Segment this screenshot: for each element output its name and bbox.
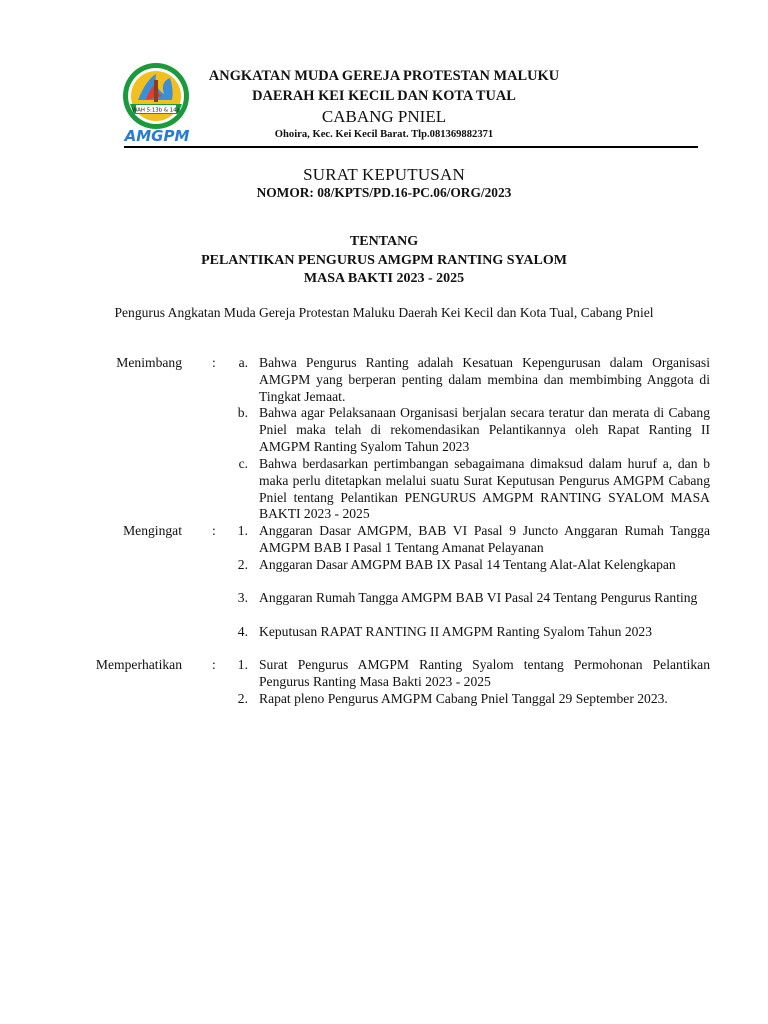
section-label-mengingat: Mengingat — [123, 523, 182, 538]
about-label: TENTANG — [349, 234, 419, 249]
item-marker: c. — [238, 456, 248, 471]
svg-text:WAH 5:13b & 14a: WAH 5:13b & 14a — [132, 107, 180, 114]
list-item: Bahwa berdasarkan pertimbangan sebagaimana dimaksud dalam huruf a, dan b maka perlu ditetapkan melalui suatu Surat Keputusan Pengurus AMGPM Cabang Pniel tentang Pelantikan PENGURUS AMGPM RANTING SYALOM MASA BAKTI 2023 - 2025 — [259, 456, 710, 522]
list-item: Anggaran Dasar AMGPM BAB IX Pasal 14 Tentang Alat-Alat Kelengkapan — [259, 557, 676, 572]
list-item: Bahwa Pengurus Ranting adalah Kesatuan Kepengurusan dalam Organisasi AMGPM yang berperan penting dalam membina dan membimbing Anggota di Tingkat Jemaat. — [259, 355, 710, 404]
decree-subject-line2: MASA BAKTI 2023 - 2025 — [303, 271, 465, 286]
decree-title: SURAT KEPUTUSAN — [303, 165, 465, 184]
decree-subject-line1: PELANTIKAN PENGURUS AMGPM RANTING SYALOM — [201, 253, 567, 268]
item-marker: 2. — [237, 691, 248, 706]
section-colon: : — [212, 523, 216, 538]
section-label-memperhatikan: Memperhatikan — [95, 657, 182, 672]
decree-issuer: Pengurus Angkatan Muda Gereja Protestan Maluku Daerah Kei Kecil dan Kota Tual, Cabang Pniel — [114, 305, 654, 320]
item-marker: 1. — [237, 657, 248, 672]
org-address: Ohoira, Kec. Kei Kecil Barat. Tlp.081369882371 — [274, 129, 494, 140]
item-marker: a. — [238, 355, 248, 370]
item-marker: 4. — [237, 624, 248, 639]
org-region: DAERAH KEI KECIL DAN KOTA TUAL — [252, 88, 516, 104]
list-item: Rapat pleno Pengurus AMGPM Cabang Pniel Tanggal 29 September 2023. — [259, 691, 668, 706]
section-colon: : — [212, 355, 216, 370]
org-branch: CABANG PNIEL — [321, 107, 447, 126]
item-marker: 2. — [237, 557, 248, 572]
svg-text:AMGPM: AMGPM — [124, 127, 190, 145]
list-item: Keputusan RAPAT RANTING II AMGPM Ranting Syalom Tahun 2023 — [259, 624, 653, 639]
list-item: Bahwa agar Pelaksanaan Organisasi berjalan secara teratur dan merata di Cabang Pniel maka telah di rekomendasikan Pelantikannya oleh Rapat Ranting II AMGPM Ranting Syalom Tahun 2023 — [259, 405, 710, 454]
item-marker: b. — [237, 405, 248, 420]
list-item: Anggaran Rumah Tangga AMGPM BAB VI Pasal 24 Tentang Pengurus Ranting — [259, 590, 698, 605]
decree-number: NOMOR: 08/KPTS/PD.16-PC.06/ORG/2023 — [256, 185, 512, 200]
list-item: Surat Pengurus AMGPM Ranting Syalom tentang Permohonan Pelantikan Pengurus Ranting Masa Bakti 2023 - 2025 — [259, 657, 710, 689]
amgpm-logo — [116, 60, 198, 146]
item-marker: 3. — [237, 590, 248, 605]
letterhead-divider — [124, 146, 698, 148]
section-label-menimbang: Menimbang — [116, 355, 182, 370]
item-marker: 1. — [237, 523, 248, 538]
section-colon: : — [212, 657, 216, 672]
list-item: Anggaran Dasar AMGPM, BAB VI Pasal 9 Juncto Anggaran Rumah Tangga AMGPM BAB I Pasal 1 Tentang Amanat Pelayanan — [259, 523, 710, 555]
org-name: ANGKATAN MUDA GEREJA PROTESTAN MALUKU — [208, 68, 560, 84]
